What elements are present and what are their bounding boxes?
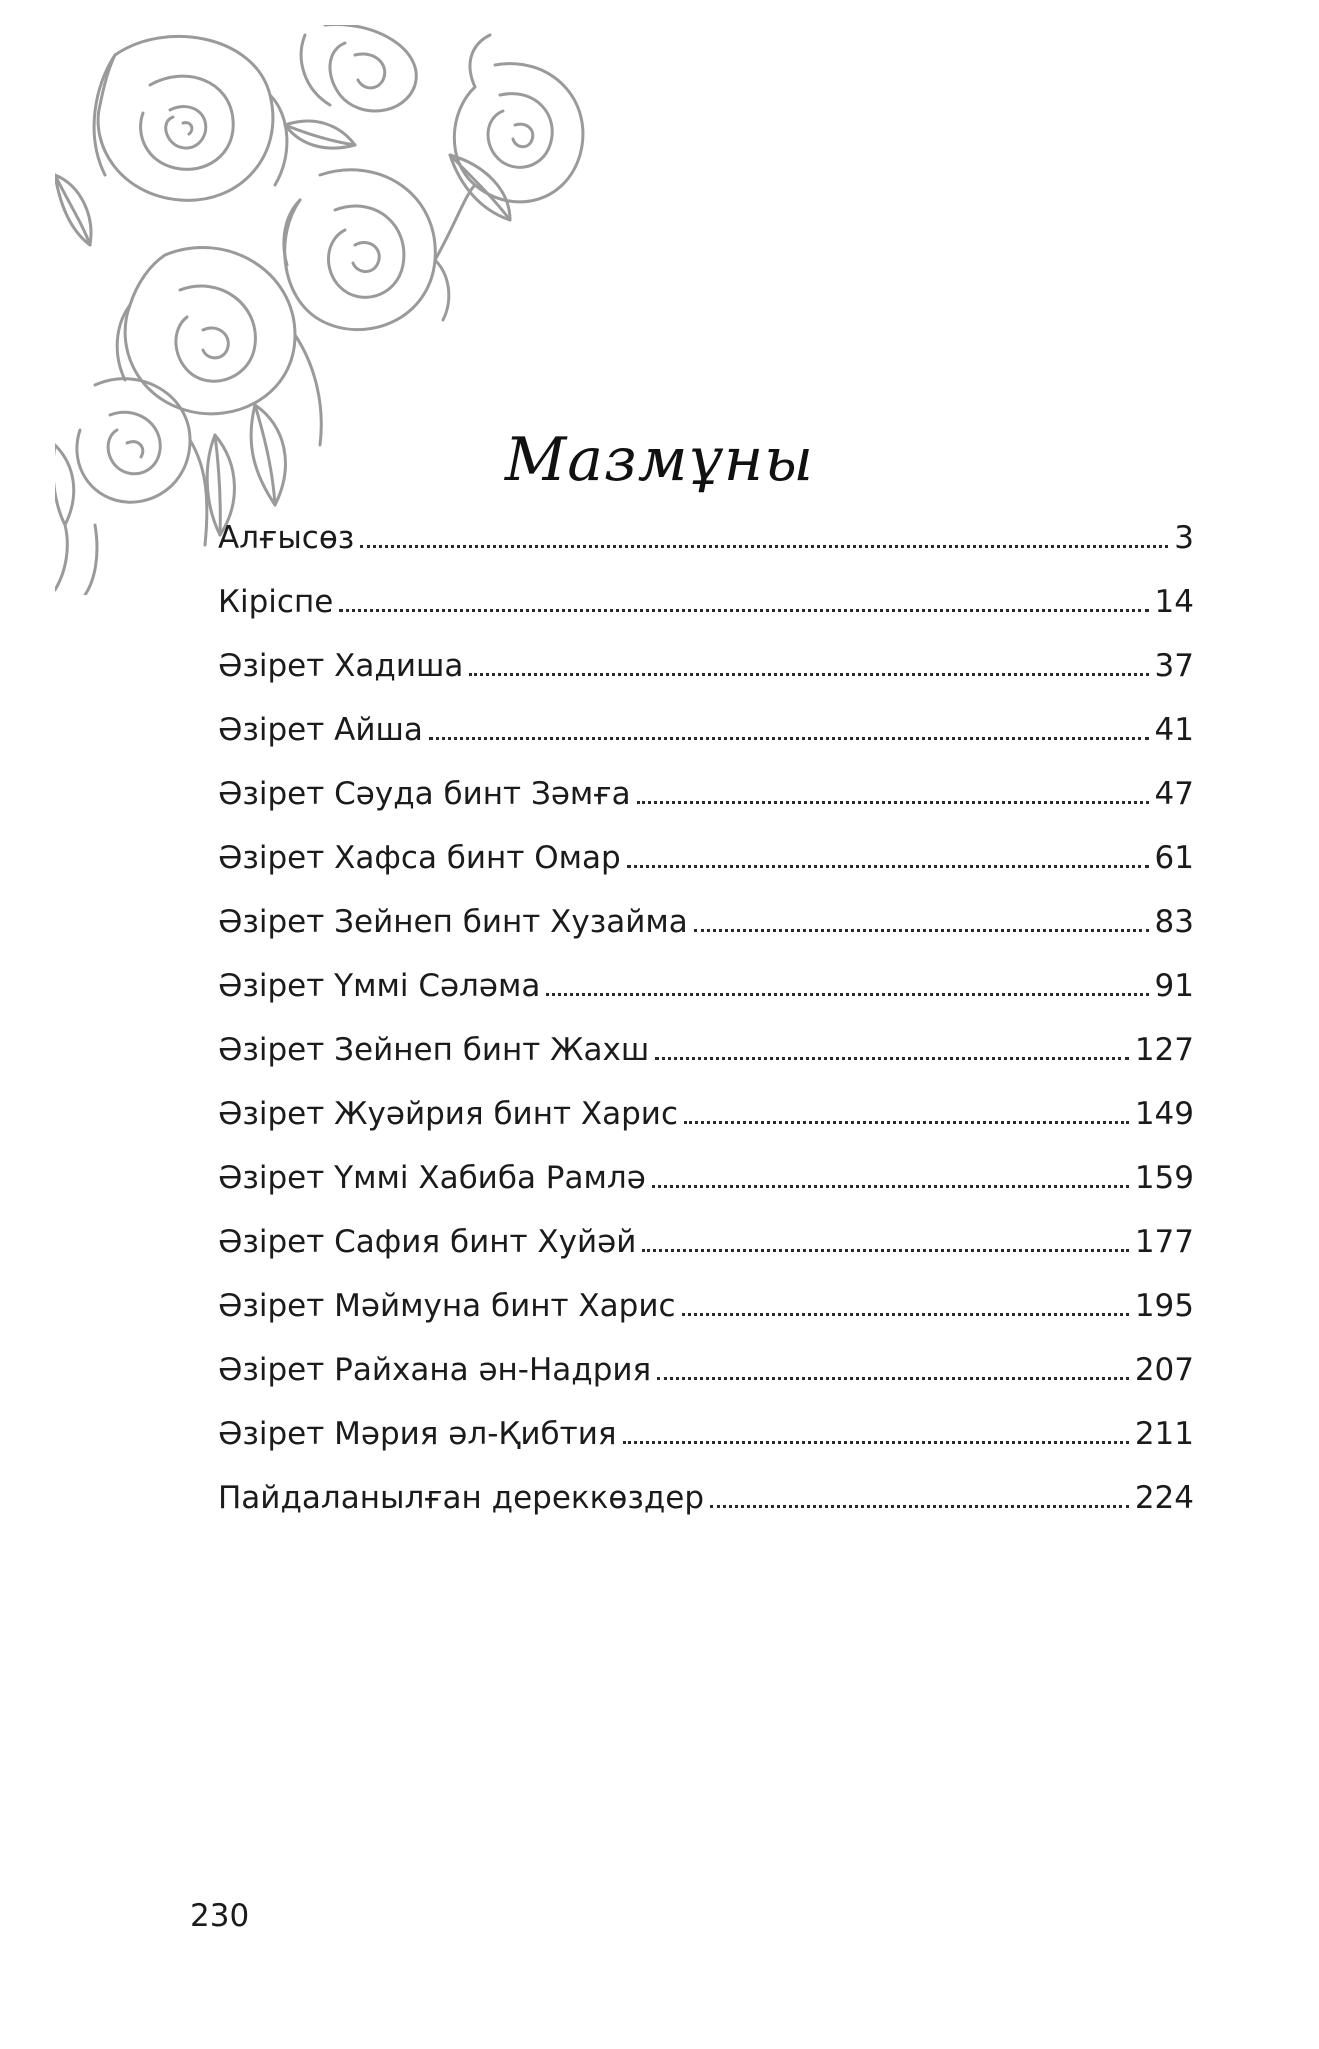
toc-entry-label: Әзірет Мәрия әл-Қибтия <box>218 1416 617 1452</box>
toc-entry <box>218 776 1194 840</box>
toc-dot-leader <box>546 993 1148 996</box>
toc-entry <box>218 1480 1194 1544</box>
toc-entry-page: 3 <box>1174 520 1194 556</box>
toc-entry-label: Әзірет Хадиша <box>218 648 464 684</box>
toc-entry <box>218 520 1194 584</box>
toc-dot-leader <box>682 1313 1129 1316</box>
toc-entry-page: 224 <box>1134 1480 1194 1516</box>
toc-dot-leader <box>469 673 1148 676</box>
toc-entry <box>218 1288 1194 1352</box>
toc-entry-page: 14 <box>1154 584 1194 620</box>
toc-entry-page: 211 <box>1134 1416 1194 1452</box>
toc-entry-page: 91 <box>1154 968 1194 1004</box>
toc-dot-leader <box>339 609 1148 612</box>
toc-entry <box>218 584 1194 648</box>
toc-entry-page: 195 <box>1134 1288 1194 1324</box>
toc-dot-leader <box>655 1057 1129 1060</box>
toc-entry-label: Әзірет Үммі Хабиба Рамлә <box>218 1160 646 1196</box>
toc-entry-page: 41 <box>1154 712 1194 748</box>
toc-entry-page: 159 <box>1134 1160 1194 1196</box>
toc-entry <box>218 1224 1194 1288</box>
toc-entry-page: 149 <box>1134 1096 1194 1132</box>
toc-list <box>218 520 1194 1544</box>
toc-dot-leader <box>623 1441 1129 1444</box>
toc-entry-page: 177 <box>1134 1224 1194 1260</box>
toc-entry <box>218 1032 1194 1096</box>
toc-entry-label: Әзірет Зейнеп бинт Жахш <box>218 1032 650 1068</box>
toc-entry-label: Әзірет Айша <box>218 712 423 748</box>
toc-entry-label: Әзірет Сафия бинт Хуйәй <box>218 1224 637 1260</box>
toc-entry-label: Әзірет Мәймуна бинт Харис <box>218 1288 676 1324</box>
toc-entry-page: 207 <box>1134 1352 1194 1388</box>
toc-entry <box>218 1416 1194 1480</box>
rose-ornament-icon <box>55 25 595 595</box>
toc-dot-leader <box>627 865 1149 868</box>
toc-dot-leader <box>429 737 1149 740</box>
toc-entry <box>218 712 1194 776</box>
toc-entry-label: Кіріспе <box>218 584 334 620</box>
toc-entry-label: Алғысөз <box>218 520 355 556</box>
toc-dot-leader <box>637 801 1149 804</box>
toc-entry <box>218 840 1194 904</box>
toc-entry <box>218 1352 1194 1416</box>
toc-entry <box>218 904 1194 968</box>
toc-entry-page: 37 <box>1154 648 1194 684</box>
toc-entry <box>218 968 1194 1032</box>
toc-dot-leader <box>642 1249 1128 1252</box>
toc-entry <box>218 1160 1194 1224</box>
toc-dot-leader <box>694 929 1149 932</box>
toc-title: Мазмұны <box>504 425 815 495</box>
toc-entry-label: Әзірет Үммі Сәләма <box>218 968 541 1004</box>
toc-dot-leader <box>657 1377 1129 1380</box>
toc-entry-label: Пайдаланылған дереккөздер <box>218 1480 705 1516</box>
toc-dot-leader <box>684 1121 1129 1124</box>
toc-entry-label: Әзірет Райхана ән-Надрия <box>218 1352 652 1388</box>
toc-entry <box>218 1096 1194 1160</box>
toc-entry-label: Әзірет Зейнеп бинт Хузайма <box>218 904 688 940</box>
toc-entry-page: 61 <box>1154 840 1194 876</box>
toc-entry-label: Әзірет Сәуда бинт Зәмға <box>218 776 631 812</box>
toc-dot-leader <box>710 1505 1129 1508</box>
toc-entry-label: Әзірет Хафса бинт Омар <box>218 840 621 876</box>
toc-entry-page: 83 <box>1154 904 1194 940</box>
toc-entry-page: 127 <box>1134 1032 1194 1068</box>
toc-entry <box>218 648 1194 712</box>
toc-dot-leader <box>652 1185 1129 1188</box>
toc-entry-label: Әзірет Жуәйрия бинт Харис <box>218 1096 678 1132</box>
toc-entry-page: 47 <box>1154 776 1194 812</box>
toc-dot-leader <box>360 545 1168 548</box>
page-number: 230 <box>190 1898 250 1934</box>
